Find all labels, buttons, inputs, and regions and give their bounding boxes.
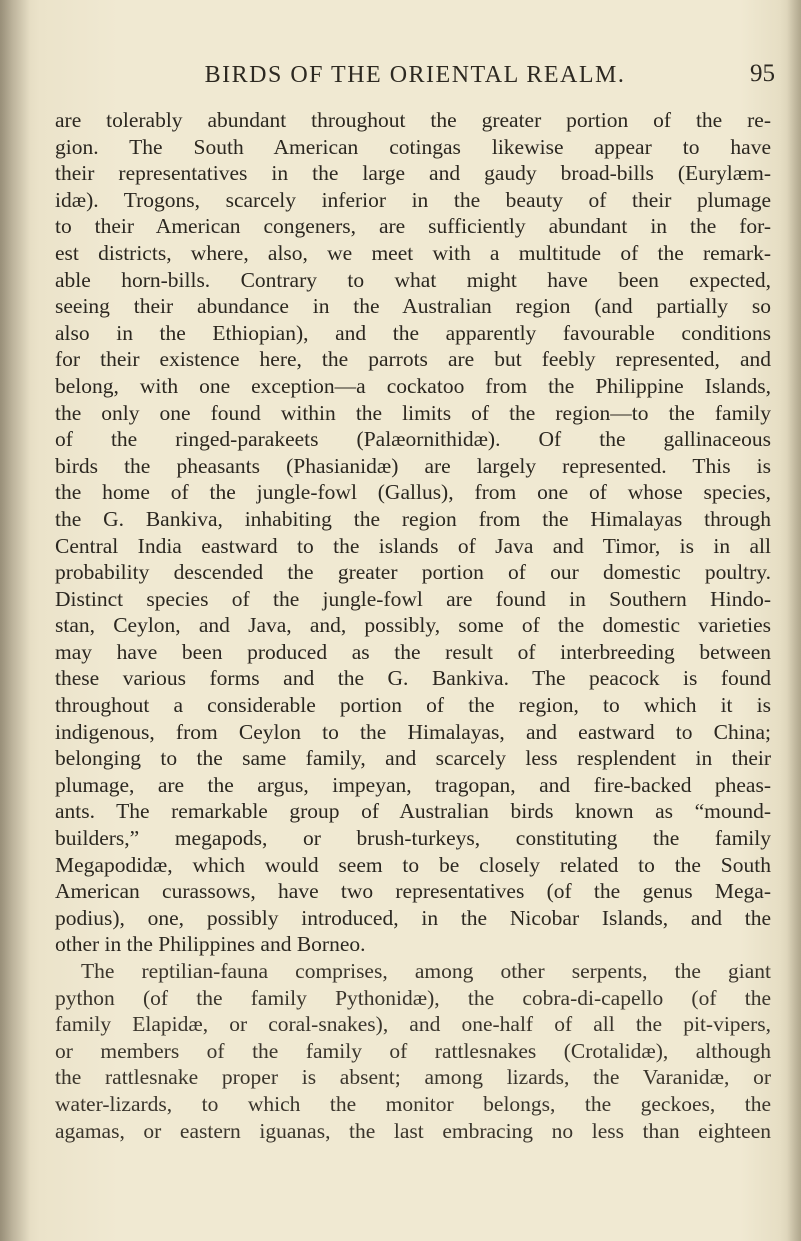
text-line: agamas, or eastern iguanas, the last embracing no less than eighteen xyxy=(55,1118,771,1143)
running-head: BIRDS OF THE ORIENTAL REALM. xyxy=(204,62,626,88)
text-line: probability descended the greater portion of our domestic poultry. xyxy=(55,560,771,585)
text-line: their representatives in the large and gaudy broad-bills (Eurylæm- xyxy=(55,161,771,186)
text-line: the G. Bankiva, inhabiting the region from the Himalayas through xyxy=(55,506,771,531)
text-line: the home of the jungle-fowl (Gallus), from one of whose species, xyxy=(55,480,771,505)
text-line: belonging to the same family, and scarcely less resplendent in their xyxy=(55,746,771,771)
text-line: may have been produced as the result of interbreeding between xyxy=(55,639,771,664)
text-line: family Elapidæ, or coral-snakes), and one-half of all the pit-vipers, xyxy=(55,1012,771,1037)
text-line: are tolerably abundant throughout the greater portion of the re- xyxy=(55,108,771,132)
text-line: the only one found within the limits of the region—to the family xyxy=(55,400,771,425)
text-line: est districts, where, also, we meet with a multitude of the remark- xyxy=(55,240,771,265)
text-line: of the ringed-parakeets (Palæornithidæ). Of the gallinaceous xyxy=(55,427,771,452)
text-line: ants. The remarkable group of Australian birds known as “mound- xyxy=(55,799,771,824)
text-line: other in the Philippines and Borneo. xyxy=(55,932,366,957)
text-line: or members of the family of rattlesnakes (Crotalidæ), although xyxy=(55,1038,771,1063)
text-line: Central India eastward to the islands of Java and Timor, is in all xyxy=(55,533,771,558)
text-line: idæ). Trogons, scarcely inferior in the beauty of their plumage xyxy=(55,187,771,212)
text-line: American curassows, have two representatives (of the genus Mega- xyxy=(55,879,771,904)
text-line: Distinct species of the jungle-fowl are found in Southern Hindo- xyxy=(55,586,771,611)
text-line: indigenous, from Ceylon to the Himalayas, and eastward to China; xyxy=(55,719,771,744)
text-line: builders,” megapods, or brush-turkeys, constituting the family xyxy=(55,826,771,851)
text-line: these various forms and the G. Bankiva. The peacock is found xyxy=(55,666,771,691)
text-line: able horn-bills. Contrary to what might have been expected, xyxy=(55,267,771,292)
text-line: birds the pheasants (Phasianidæ) are largely represented. This is xyxy=(55,453,771,478)
gutter-shadow xyxy=(0,0,30,1241)
text-line: gion. The South American cotingas likewise appear to have xyxy=(55,134,771,159)
text-line: seeing their abundance in the Australian region (and partially so xyxy=(55,294,771,319)
text-line: Megapodidæ, which would seem to be closely related to the South xyxy=(55,852,771,877)
text-line: belong, with one exception—a cockatoo from the Philippine Islands, xyxy=(55,373,771,398)
text-line: podius), one, possibly introduced, in the Nicobar Islands, and the xyxy=(55,905,771,930)
text-line: the rattlesnake proper is absent; among lizards, the Varanidæ, or xyxy=(55,1065,771,1090)
text-line: python (of the family Pythonidæ), the cobra-di-capello (of the xyxy=(55,985,771,1010)
text-line: also in the Ethiopian), and the apparently favourable conditions xyxy=(55,320,771,345)
page-header xyxy=(55,58,775,98)
text-line: stan, Ceylon, and Java, and, possibly, some of the domestic varieties xyxy=(55,613,771,638)
text-line: water-lizards, to which the monitor belongs, the geckoes, the xyxy=(55,1091,771,1116)
page-number: 95 xyxy=(750,60,775,87)
text-line: plumage, are the argus, impeyan, tragopan, and fire-backed pheas- xyxy=(55,772,771,797)
text-line: for their existence here, the parrots are but feebly represented, and xyxy=(55,347,771,372)
text-line: The reptilian-fauna comprises, among other serpents, the giant xyxy=(81,959,771,983)
text-line: throughout a considerable portion of the region, to which it is xyxy=(55,693,771,718)
paragraph-1 xyxy=(55,107,771,958)
body-text xyxy=(55,107,771,1144)
text-line: to their American congeners, are sufficiently abundant in the for- xyxy=(55,214,771,239)
page-edge xyxy=(787,0,801,1241)
paragraph-2 xyxy=(55,958,771,1144)
